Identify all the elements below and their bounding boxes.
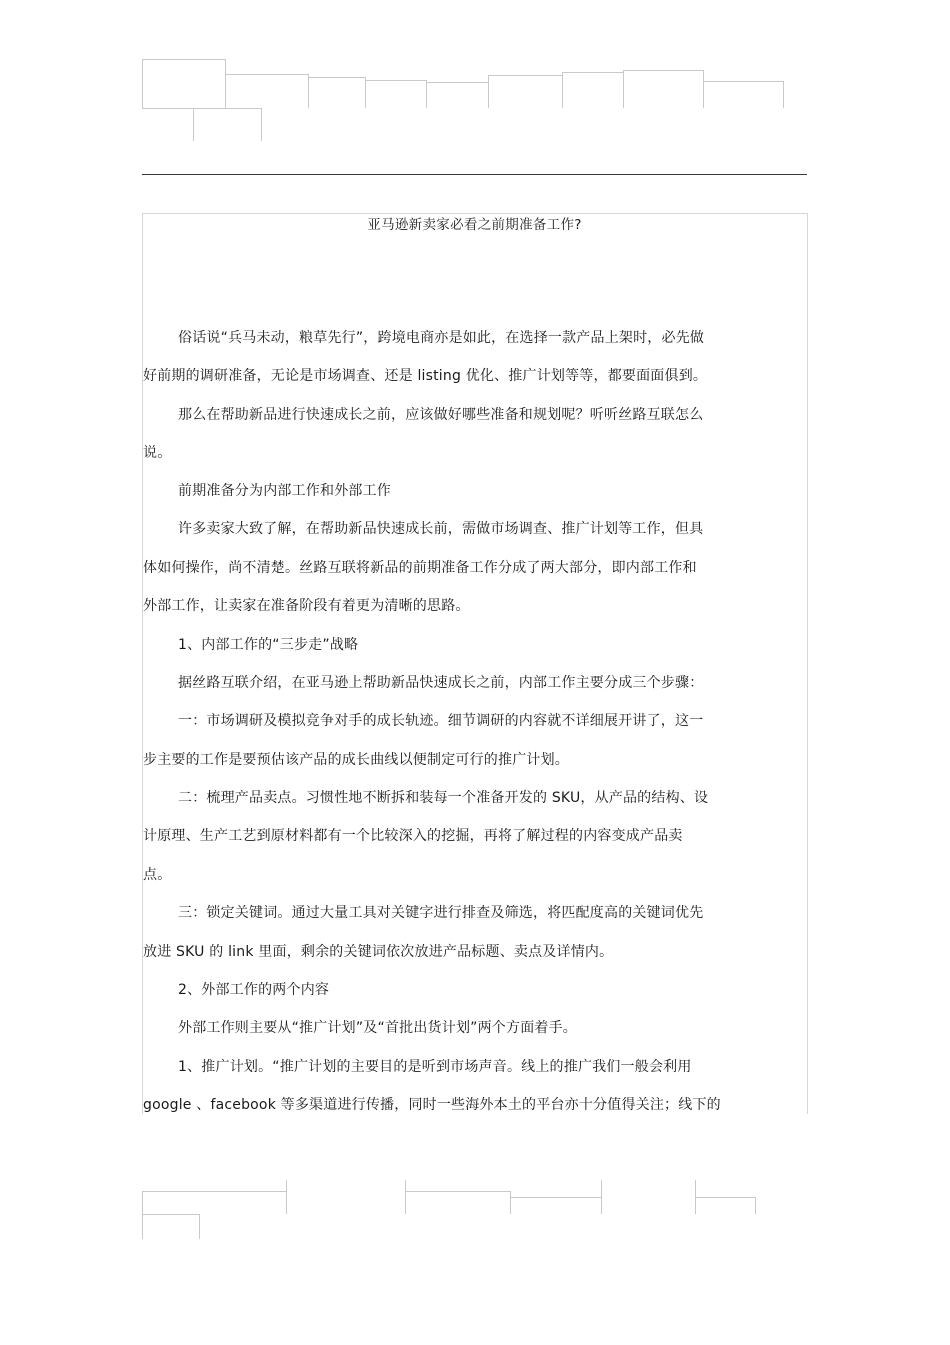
paragraph-line: 据丝路互联介绍，在亚马逊上帮助新品快速成长之前，内部工作主要分成三个步骤： xyxy=(178,675,704,691)
section-heading: 1、内部工作的“三步走”战略 xyxy=(178,637,359,653)
paragraph-line: 说。 xyxy=(143,445,172,461)
paragraph-line: 外部工作则主要从“推广计划”及“首批出货计划”两个方面着手。 xyxy=(178,1020,578,1036)
header-divider xyxy=(142,174,807,175)
paragraph-line: 体如何操作，尚不清楚。丝路互联将新品的前期准备工作分成了两大部分，即内部工作和 xyxy=(143,560,697,576)
document-title: 亚马逊新卖家必看之前期准备工作? xyxy=(367,217,582,233)
paragraph-line: google 、facebook 等多渠道进行传播，同时一些海外本土的平台亦十分值得关注；线下的 xyxy=(143,1097,721,1113)
paragraph-line: 放进 SKU 的 link 里面，剩余的关键词依次放进产品标题、卖点及详情内。 xyxy=(143,944,614,960)
paragraph-line: 1、推广计划。“推广计划的主要目的是听到市场声音。线上的推广我们一般会利用 xyxy=(178,1059,692,1075)
paragraph-line: 计原理、生产工艺到原材料都有一个比较深入的挖掘，再将了解过程的内容变成产品卖 xyxy=(143,828,683,844)
paragraph-line: 许多卖家大致了解，在帮助新品快速成长前，需做市场调查、推广计划等工作，但具 xyxy=(178,521,704,537)
paragraph-line: 二：梳理产品卖点。习惯性地不断拆和装每一个准备开发的 SKU，从产品的结构、设 xyxy=(178,790,709,806)
paragraph-line: 前期准备分为内部工作和外部工作 xyxy=(178,483,391,499)
paragraph-line: 步主要的工作是要预估该产品的成长曲线以便制定可行的推广计划。 xyxy=(143,752,569,768)
paragraph-line: 好前期的调研准备，无论是市场调查、还是 listing 优化、推广计划等等，都要面面俱到。 xyxy=(143,368,708,384)
paragraph-line: 一：市场调研及模拟竞争对手的成长轨迹。细节调研的内容就不详细展开讲了，这一 xyxy=(178,713,704,729)
paragraph-line: 那么在帮助新品进行快速成长之前，应该做好哪些准备和规划呢？听听丝路互联怎么 xyxy=(178,407,704,423)
paragraph-line: 点。 xyxy=(143,867,172,883)
paragraph-line: 俗话说“兵马未动，粮草先行”，跨境电商亦是如此，在选择一款产品上架时，必先做 xyxy=(178,330,705,346)
paragraph-line: 三：锁定关键词。通过大量工具对关键字进行排查及筛选，将匹配度高的关键词优先 xyxy=(178,905,704,921)
paragraph-line: 外部工作，让卖家在准备阶段有着更为清晰的思路。 xyxy=(143,598,470,614)
document-frame xyxy=(142,213,808,1114)
section-heading: 2、外部工作的两个内容 xyxy=(178,982,330,998)
